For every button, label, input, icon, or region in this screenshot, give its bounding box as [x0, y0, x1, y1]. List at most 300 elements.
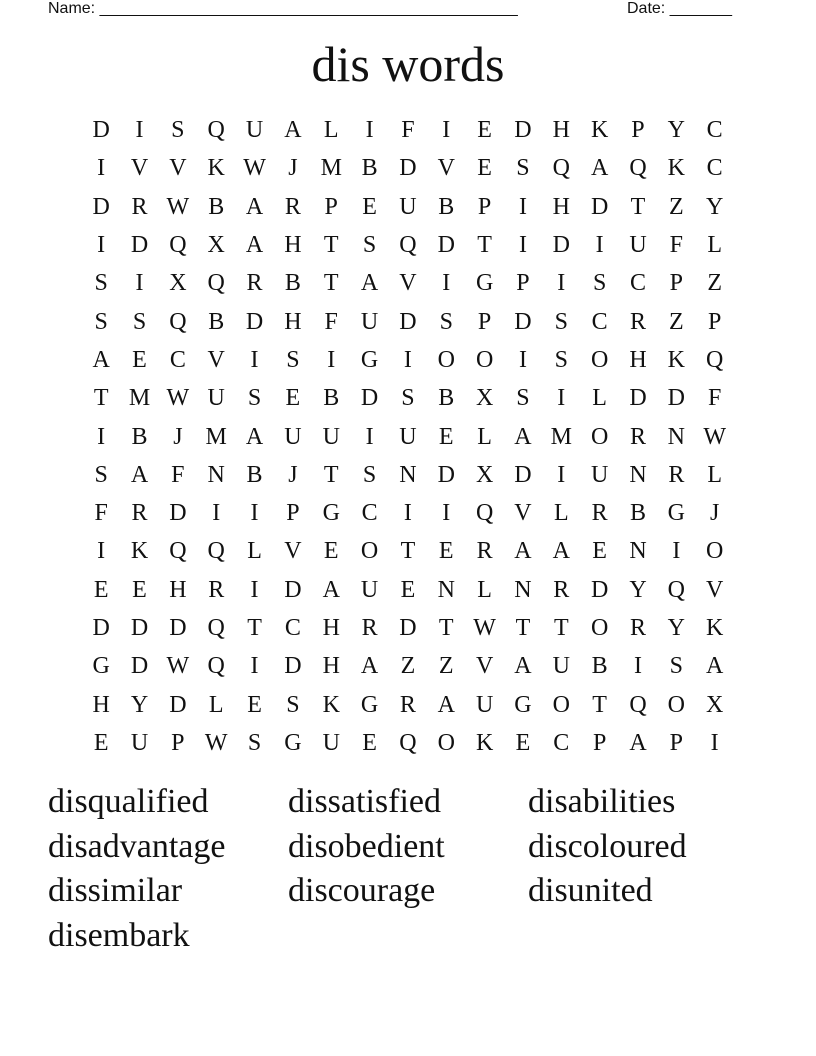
grid-letter[interactable]: S — [554, 308, 568, 335]
grid-letter[interactable]: S — [171, 117, 185, 144]
grid-letter[interactable]: C — [706, 117, 723, 144]
grid-letter[interactable]: N — [629, 461, 647, 488]
grid-letter[interactable]: I — [403, 346, 412, 373]
grid-letter[interactable]: C — [591, 308, 608, 335]
grid-letter[interactable]: S — [592, 270, 607, 297]
grid-letter[interactable]: P — [707, 308, 722, 335]
grid-letter[interactable]: D — [130, 615, 149, 641]
grid-letter[interactable]: S — [362, 232, 377, 259]
grid-letter[interactable]: G — [667, 500, 685, 527]
grid-letter[interactable]: O — [552, 691, 570, 718]
grid-letter[interactable]: J — [288, 461, 298, 488]
grid-letter[interactable]: S — [669, 653, 683, 680]
grid-letter[interactable]: A — [360, 270, 379, 297]
grid-letter[interactable]: W — [166, 385, 190, 412]
grid-letter[interactable]: A — [245, 193, 264, 220]
grid-letter[interactable]: C — [169, 346, 186, 373]
grid-letter[interactable]: D — [92, 193, 110, 220]
grid-letter[interactable]: I — [365, 423, 374, 450]
grid-letter[interactable]: I — [442, 117, 451, 144]
grid-letter[interactable]: V — [130, 155, 149, 182]
grid-letter[interactable]: W — [703, 423, 726, 450]
grid-letter[interactable]: Q — [207, 117, 225, 144]
grid-letter[interactable]: K — [590, 117, 609, 144]
grid-letter[interactable]: D — [130, 232, 149, 259]
grid-letter[interactable]: L — [707, 461, 722, 488]
grid-letter[interactable]: O — [667, 691, 685, 718]
grid-letter[interactable]: Z — [707, 270, 722, 297]
grid-letter[interactable]: V — [514, 500, 532, 527]
grid-letter[interactable]: T — [93, 385, 109, 412]
grid-letter[interactable]: H — [92, 691, 110, 718]
grid-letter[interactable]: G — [360, 346, 379, 373]
grid-letter[interactable]: B — [323, 385, 340, 412]
grid-letter[interactable]: E — [93, 729, 109, 756]
grid-letter[interactable]: E — [362, 729, 377, 756]
grid-letter[interactable]: G — [92, 653, 110, 680]
grid-letter[interactable]: L — [477, 423, 492, 450]
grid-letter[interactable]: N — [667, 423, 685, 450]
grid-letter[interactable]: A — [360, 653, 379, 680]
grid-letter[interactable]: B — [246, 461, 263, 488]
grid-letter[interactable]: Q — [169, 538, 187, 565]
grid-letter[interactable]: A — [322, 576, 340, 603]
grid-letter[interactable]: I — [97, 232, 106, 259]
grid-letter[interactable]: D — [245, 308, 264, 335]
grid-letter[interactable]: B — [361, 155, 378, 182]
grid-letter[interactable]: A — [514, 423, 532, 450]
grid-letter[interactable]: G — [322, 500, 340, 527]
grid-letter[interactable]: S — [362, 461, 377, 488]
grid-letter[interactable]: O — [475, 346, 494, 373]
grid-row — [82, 302, 734, 340]
grid-letter[interactable]: I — [442, 270, 451, 297]
grid-letter[interactable]: U — [207, 385, 225, 412]
grid-letter[interactable]: H — [284, 308, 302, 335]
grid-letter[interactable]: B — [438, 193, 455, 220]
grid-letter[interactable]: I — [327, 346, 336, 373]
grid-letter[interactable]: E — [592, 538, 607, 565]
grid-letter[interactable]: V — [169, 155, 187, 182]
grid-letter[interactable]: M — [320, 155, 342, 182]
grid-letter[interactable]: I — [557, 461, 566, 488]
grid-letter[interactable]: P — [324, 193, 338, 220]
grid-letter[interactable]: R — [668, 461, 685, 488]
grid-letter[interactable]: I — [672, 538, 681, 565]
grid-letter[interactable]: H — [552, 193, 570, 220]
grid-row — [82, 417, 734, 455]
grid-letter[interactable]: W — [204, 729, 228, 756]
grid-letter[interactable]: B — [591, 653, 608, 680]
grid-letter[interactable]: S — [439, 308, 453, 335]
grid-letter[interactable]: D — [360, 385, 379, 412]
grid-letter[interactable]: L — [247, 538, 262, 565]
grid-letter[interactable]: F — [707, 385, 722, 412]
grid-letter[interactable]: A — [514, 653, 532, 680]
grid-letter[interactable]: B — [131, 423, 148, 450]
grid-letter[interactable]: G — [475, 270, 494, 297]
grid-letter[interactable]: H — [284, 232, 302, 259]
grid-letter[interactable]: F — [669, 232, 683, 259]
grid-letter[interactable]: E — [247, 691, 262, 718]
grid-letter[interactable]: O — [590, 346, 609, 373]
grid-letter[interactable]: R — [629, 423, 646, 450]
grid-letter[interactable]: Q — [207, 615, 225, 641]
grid-letter[interactable]: T — [400, 538, 416, 565]
grid-letter[interactable]: D — [399, 155, 417, 182]
grid-letter[interactable]: L — [323, 117, 339, 144]
grid-letter[interactable]: R — [476, 538, 493, 565]
grid-letter[interactable]: F — [324, 308, 338, 335]
grid-letter[interactable]: I — [595, 232, 604, 259]
grid-letter[interactable]: T — [592, 691, 607, 718]
grid-letter[interactable]: R — [284, 193, 301, 220]
grid-letter[interactable]: P — [592, 729, 607, 756]
grid-letter[interactable]: W — [166, 193, 190, 220]
grid-letter[interactable]: I — [250, 346, 259, 373]
grid-letter[interactable]: S — [247, 385, 262, 412]
grid-letter[interactable]: R — [131, 500, 148, 527]
grid-letter[interactable]: U — [399, 193, 417, 220]
grid-letter[interactable]: G — [360, 691, 379, 718]
grid-letter[interactable]: M — [205, 423, 227, 450]
grid-letter[interactable]: H — [552, 117, 570, 144]
grid-letter[interactable]: Q — [169, 308, 187, 335]
grid-letter[interactable]: Q — [552, 155, 570, 182]
grid-letter[interactable]: Y — [706, 193, 724, 220]
grid-letter[interactable]: H — [322, 653, 340, 680]
grid-letter[interactable]: V — [399, 270, 417, 297]
grid-letter[interactable]: I — [365, 117, 374, 144]
grid-letter[interactable]: D — [169, 500, 187, 527]
grid-letter[interactable]: N — [629, 538, 647, 565]
grid-letter[interactable]: I — [710, 729, 719, 756]
grid-letter[interactable]: O — [590, 423, 609, 450]
grid-letter[interactable]: P — [171, 729, 185, 756]
grid-letter[interactable]: S — [94, 308, 108, 335]
grid-letter[interactable]: I — [633, 653, 642, 680]
grid-letter[interactable]: S — [554, 346, 568, 373]
grid-letter[interactable]: S — [94, 270, 108, 297]
grid-letter[interactable]: T — [630, 193, 646, 220]
grid-letter[interactable]: N — [399, 461, 417, 488]
word-bank-item: disabilities — [528, 783, 676, 820]
grid-letter[interactable]: F — [94, 500, 108, 527]
grid-letter[interactable]: D — [514, 461, 532, 488]
grid-letter[interactable]: I — [97, 538, 106, 565]
word-bank-item: disadvantage — [48, 827, 226, 865]
grid-letter[interactable]: I — [250, 576, 259, 603]
grid-letter[interactable]: Q — [169, 232, 187, 259]
grid-letter[interactable]: F — [171, 461, 185, 488]
grid-letter[interactable]: R — [361, 615, 378, 641]
grid-letter[interactable]: T — [515, 615, 531, 641]
grid-letter[interactable]: E — [93, 576, 109, 603]
grid-letter[interactable]: F — [401, 117, 415, 144]
grid-letter[interactable]: A — [437, 691, 455, 718]
grid-letter[interactable]: U — [399, 423, 417, 450]
grid-letter[interactable]: B — [208, 193, 225, 220]
grid-letter[interactable]: A — [130, 461, 149, 488]
grid-letter[interactable]: G — [514, 691, 532, 718]
grid-letter[interactable]: D — [284, 576, 302, 603]
grid-letter[interactable]: K — [706, 615, 724, 641]
grid-letter[interactable]: D — [629, 385, 647, 412]
grid-letter[interactable]: N — [207, 461, 225, 488]
grid-letter[interactable]: D — [399, 615, 417, 641]
grid-letter[interactable]: M — [550, 423, 572, 450]
grid-letter[interactable]: P — [286, 500, 300, 527]
grid-letter[interactable]: K — [207, 155, 225, 182]
grid-letter[interactable]: X — [207, 232, 225, 259]
grid-letter[interactable]: A — [514, 538, 532, 565]
grid-letter[interactable]: D — [284, 653, 302, 680]
grid-letter[interactable]: Z — [668, 308, 684, 335]
grid-letter[interactable]: D — [399, 308, 417, 335]
grid-letter[interactable]: A — [706, 653, 724, 680]
grid-letter[interactable]: U — [360, 308, 379, 335]
grid-letter[interactable]: O — [590, 615, 609, 641]
grid-letter[interactable]: R — [246, 270, 263, 297]
grid-letter[interactable]: A — [245, 232, 264, 259]
grid-letter[interactable]: S — [247, 729, 262, 756]
grid-letter[interactable]: E — [477, 117, 492, 144]
grid-letter[interactable]: I — [250, 653, 259, 680]
grid-letter[interactable]: J — [288, 155, 298, 182]
grid-letter[interactable]: M — [128, 385, 151, 412]
grid-row — [82, 494, 734, 532]
grid-letter[interactable]: T — [477, 232, 492, 259]
grid-letter[interactable]: W — [473, 615, 496, 641]
grid-letter[interactable]: O — [360, 538, 379, 565]
grid-letter[interactable]: K — [667, 346, 685, 373]
grid-letter[interactable]: P — [669, 729, 683, 756]
grid-letter[interactable]: A — [590, 155, 609, 182]
grid-letter[interactable]: D — [169, 691, 187, 718]
grid-letter[interactable]: L — [707, 232, 722, 259]
grid-letter[interactable]: K — [475, 729, 494, 756]
grid-letter[interactable]: R — [208, 576, 225, 603]
grid-letter[interactable]: J — [173, 423, 183, 450]
grid-letter[interactable]: E — [477, 155, 492, 182]
grid-letter[interactable]: S — [94, 461, 108, 488]
grid-letter[interactable]: L — [477, 576, 492, 603]
grid-letter[interactable]: A — [629, 729, 647, 756]
grid-letter[interactable]: T — [323, 461, 339, 488]
grid-letter[interactable]: Q — [629, 155, 647, 182]
grid-letter[interactable]: A — [92, 346, 110, 373]
grid-letter[interactable]: Y — [629, 576, 647, 603]
grid-letter[interactable]: T — [247, 615, 262, 641]
word-bank-item: discourage — [288, 872, 436, 910]
grid-letter[interactable]: U — [130, 729, 149, 756]
grid-letter[interactable]: V — [284, 538, 302, 565]
grid-letter[interactable]: I — [442, 500, 451, 527]
grid-letter[interactable]: K — [667, 155, 685, 182]
grid-letter[interactable]: B — [284, 270, 301, 297]
grid-letter[interactable]: I — [518, 346, 527, 373]
grid-letter[interactable]: E — [400, 576, 416, 603]
grid-letter[interactable]: U — [475, 691, 494, 718]
grid-letter[interactable]: I — [212, 500, 221, 527]
grid-letter[interactable]: O — [437, 729, 455, 756]
grid-letter[interactable]: Q — [706, 346, 724, 373]
grid-letter[interactable]: H — [322, 615, 340, 641]
word-bank-item: dissimilar — [48, 872, 183, 910]
grid-letter[interactable]: E — [132, 346, 147, 373]
grid-letter[interactable]: Q — [207, 538, 225, 565]
grid-letter[interactable]: R — [553, 576, 570, 603]
grid-letter[interactable]: U — [245, 117, 264, 144]
grid-letter[interactable]: L — [208, 691, 224, 718]
grid-letter[interactable]: A — [245, 423, 264, 450]
grid-letter[interactable]: T — [323, 270, 339, 297]
grid-letter[interactable]: S — [516, 155, 530, 182]
grid-letter[interactable]: Q — [207, 270, 225, 297]
grid-letter[interactable]: O — [437, 346, 455, 373]
grid-row — [82, 685, 734, 723]
grid-letter[interactable]: Q — [399, 232, 417, 259]
grid-letter[interactable]: T — [553, 615, 569, 641]
grid-letter[interactable]: S — [286, 346, 300, 373]
grid-letter[interactable]: R — [629, 615, 646, 641]
grid-letter[interactable]: X — [475, 461, 494, 488]
grid-letter[interactable]: Z — [400, 653, 416, 680]
grid-letter[interactable]: V — [475, 653, 494, 680]
grid-letter[interactable]: E — [438, 538, 454, 565]
grid-letter[interactable]: E — [362, 193, 377, 220]
grid-letter[interactable]: D — [92, 117, 110, 144]
grid-letter[interactable]: P — [477, 193, 492, 220]
grid-letter[interactable]: T — [323, 232, 339, 259]
grid-letter[interactable]: E — [132, 576, 147, 603]
grid-letter[interactable]: I — [518, 232, 527, 259]
grid-letter[interactable]: U — [284, 423, 302, 450]
grid-letter[interactable]: O — [706, 538, 724, 565]
grid-letter[interactable]: Y — [667, 117, 685, 144]
grid-letter[interactable]: I — [557, 270, 566, 297]
word-bank-item: disembark — [48, 917, 190, 955]
grid-letter[interactable]: V — [437, 155, 455, 182]
grid-letter[interactable]: D — [437, 232, 455, 259]
grid-letter[interactable]: D — [169, 615, 187, 641]
grid-letter[interactable]: D — [590, 193, 609, 220]
grid-letter[interactable]: V — [706, 576, 724, 603]
grid-letter[interactable]: W — [243, 155, 266, 182]
grid-letter[interactable]: Y — [130, 691, 149, 718]
grid-letter[interactable]: Q — [667, 576, 685, 603]
grid-letter[interactable]: B — [629, 500, 646, 527]
grid-letter[interactable]: R — [591, 500, 608, 527]
grid-letter[interactable]: C — [629, 270, 646, 297]
grid-letter[interactable]: P — [477, 308, 492, 335]
grid-letter[interactable]: I — [557, 385, 566, 412]
grid-letter[interactable]: R — [399, 691, 416, 718]
grid-letter[interactable]: I — [97, 155, 106, 182]
grid-letter[interactable]: X — [169, 270, 187, 297]
grid-letter[interactable]: C — [361, 500, 378, 527]
grid-letter[interactable]: A — [284, 117, 302, 144]
letter-grid — [82, 111, 734, 762]
grid-letter[interactable]: P — [669, 270, 683, 297]
grid-letter[interactable]: I — [135, 270, 144, 297]
grid-letter[interactable]: Q — [475, 500, 494, 527]
grid-letter[interactable]: Q — [207, 653, 225, 680]
grid-letter[interactable]: I — [135, 117, 144, 144]
grid-letter[interactable]: S — [286, 691, 300, 718]
grid-letter[interactable]: V — [207, 346, 225, 373]
grid-letter[interactable]: S — [132, 308, 147, 335]
grid-letter[interactable]: K — [322, 691, 340, 718]
grid-letter[interactable]: D — [514, 117, 532, 144]
grid-letter[interactable]: D — [130, 653, 149, 680]
grid-letter[interactable]: P — [516, 270, 530, 297]
grid-letter[interactable]: I — [250, 500, 259, 527]
grid-letter[interactable]: S — [401, 385, 415, 412]
grid-letter[interactable]: D — [552, 232, 570, 259]
grid-row — [82, 111, 734, 149]
grid-letter[interactable]: C — [553, 729, 570, 756]
grid-letter[interactable]: U — [552, 653, 570, 680]
grid-letter[interactable]: E — [285, 385, 301, 412]
grid-letter[interactable]: P — [631, 117, 645, 144]
grid-letter[interactable]: Z — [438, 653, 454, 680]
grid-letter[interactable]: D — [437, 461, 455, 488]
grid-letter[interactable]: R — [131, 193, 148, 220]
grid-letter[interactable]: U — [629, 232, 647, 259]
grid-letter[interactable]: U — [360, 576, 379, 603]
grid-letter[interactable]: U — [322, 729, 340, 756]
grid-letter[interactable]: D — [667, 385, 685, 412]
grid-letter[interactable]: E — [323, 538, 339, 565]
grid-letter[interactable]: K — [130, 538, 149, 565]
grid-letter[interactable]: G — [284, 729, 302, 756]
grid-letter[interactable]: U — [322, 423, 340, 450]
grid-letter[interactable]: Q — [629, 691, 647, 718]
grid-letter[interactable]: I — [518, 193, 527, 220]
grid-letter[interactable]: B — [438, 385, 455, 412]
grid-letter[interactable]: L — [553, 500, 569, 527]
grid-letter[interactable]: S — [516, 385, 530, 412]
grid-letter[interactable]: B — [208, 308, 225, 335]
grid-letter[interactable]: N — [437, 576, 455, 603]
grid-letter[interactable]: C — [706, 155, 723, 182]
grid-letter[interactable]: T — [438, 615, 454, 641]
grid-letter[interactable]: D — [590, 576, 609, 603]
grid-letter[interactable]: E — [438, 423, 454, 450]
grid-letter[interactable]: Q — [399, 729, 417, 756]
grid-letter[interactable]: Y — [667, 615, 685, 641]
grid-letter[interactable]: X — [706, 691, 724, 718]
grid-letter[interactable]: E — [515, 729, 531, 756]
grid-letter[interactable]: L — [592, 385, 607, 412]
grid-letter[interactable]: D — [514, 308, 532, 335]
grid-letter[interactable]: N — [514, 576, 532, 603]
grid-letter[interactable]: A — [552, 538, 570, 565]
grid-letter[interactable]: C — [284, 615, 301, 641]
grid-letter[interactable]: X — [475, 385, 494, 412]
grid-letter[interactable]: R — [629, 308, 646, 335]
grid-letter[interactable]: W — [166, 653, 190, 680]
grid-letter[interactable]: D — [92, 615, 110, 641]
grid-letter[interactable]: I — [403, 500, 412, 527]
grid-letter[interactable]: U — [590, 461, 609, 488]
grid-letter[interactable]: H — [629, 346, 647, 373]
grid-letter[interactable]: H — [169, 576, 187, 603]
grid-letter[interactable]: J — [710, 500, 720, 527]
grid-letter[interactable]: Z — [668, 193, 684, 220]
grid-letter[interactable]: I — [97, 423, 106, 450]
